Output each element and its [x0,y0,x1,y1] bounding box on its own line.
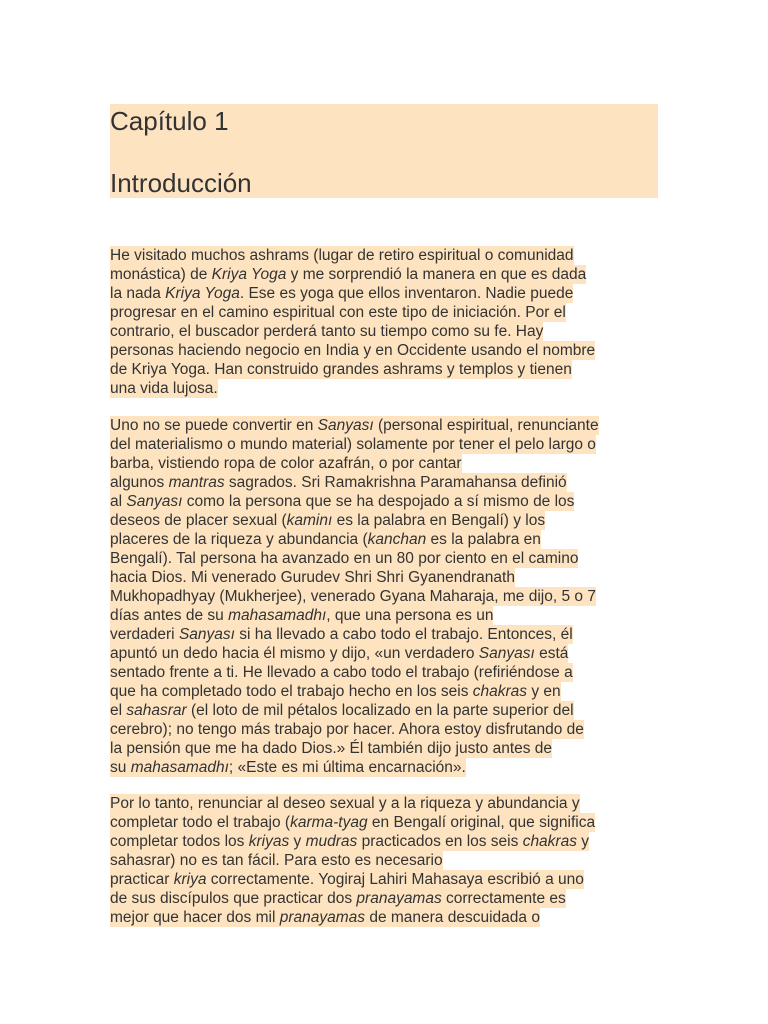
text-run: y me sorprendió la manera en que es dada [286,266,587,283]
text-run: (el loto de mil pétalos localizado en la parte superior del [186,702,574,719]
italic-term: Sanyası [478,645,535,662]
italic-term: kaminı [286,512,333,529]
paragraph [110,794,658,927]
text-line [110,720,658,739]
italic-term: mudras [305,833,358,850]
italic-term: mantras [168,474,225,491]
text-line [110,644,658,663]
text-run: Uno no se puede convertir en [110,417,318,434]
text-line [110,454,658,473]
text-line [110,360,658,379]
text-run: de Kriya Yoga. Han construido grandes ashrams y templos y tienen [110,361,572,378]
text-run: que ha completado todo el trabajo hecho en los seis [110,683,473,700]
text-line [110,303,658,322]
highlighted-text [110,416,599,435]
text-run: He visitado muchos ashrams (lugar de retiro espiritual o comunidad [110,247,574,264]
highlighted-text [110,473,567,492]
highlighted-text [110,246,574,265]
highlighted-text [110,606,493,625]
text-run: es la palabra en [426,531,541,548]
text-run: ; «Este es mi última encarnación». [228,759,466,776]
text-run: (personal espiritual, renunciante [373,417,599,434]
highlighted-text [110,587,596,606]
text-line [110,284,658,303]
text-run: placeres de la riqueza y abundancia ( [110,531,368,548]
text-line [110,739,658,758]
italic-term: kanchan [367,531,427,548]
highlighted-text [110,701,574,720]
highlighted-text [110,870,584,889]
document-page [110,104,658,926]
text-line [110,530,658,549]
text-run: es la palabra en Bengalí) y los [332,512,546,529]
text-run: Por lo tanto, renunciar al deseo sexual y a la riqueza y abundancia y [110,795,580,812]
text-line [110,682,658,701]
text-run: correctamente es [441,890,566,907]
text-run: sagrados. Sri Ramakrishna Paramahansa definió [224,474,567,491]
highlighted-text [110,284,573,303]
highlighted-text [110,889,566,908]
highlighted-text [110,511,545,530]
highlighted-text [110,794,580,813]
text-run: deseos de placer sexual ( [110,512,287,529]
text-run: la nada [110,285,166,302]
text-line [110,511,658,530]
text-run: del materialismo o mundo material) solamente por tener el pelo largo o [110,436,596,453]
text-run: si ha llevado a cabo todo el trabajo. Entonces, él [234,626,573,643]
text-line [110,794,658,813]
highlighted-text [110,265,586,284]
highlighted-text [110,568,515,587]
text-run: , que una persona es un [326,607,494,624]
text-run: y [576,833,590,850]
highlighted-text [110,322,543,341]
highlighted-text [110,682,561,701]
text-run: está [534,645,569,662]
text-run: correctamente. Yogiraj Lahiri Mahasaya escribió a uno [206,871,584,888]
text-line [110,322,658,341]
text-run: monástica) de [110,266,212,283]
text-run: una vida lujosa. [110,380,218,397]
text-run: verdaderi [110,626,179,643]
text-run: como la persona que se ha despojado a sí mismo de los [182,493,575,510]
text-line [110,832,658,851]
highlighted-text [110,851,443,870]
text-run: completar todo el trabajo ( [110,814,291,831]
chapter-number: Capítulo 1 [110,106,229,136]
text-run: practicados en los seis [357,833,523,850]
highlighted-text [110,663,573,682]
text-run: barba, vistiendo ropa de color azafrán, o por cantar [110,455,462,472]
text-line [110,758,658,777]
italic-term: sahasrar [126,702,187,719]
text-line [110,435,658,454]
chapter-title: Introducción [110,168,252,198]
text-run: en Bengalí original, que significa [367,814,596,831]
italic-term: chakras [522,833,577,850]
highlighted-text [110,813,595,832]
text-run: . Ese es yoga que ellos inventaron. Nadie puede [239,285,574,302]
text-line [110,568,658,587]
text-line [110,265,658,284]
highlighted-text [110,644,568,663]
highlighted-text [110,360,572,379]
text-run: progresar en el camino espiritual con este tipo de iniciación. Por el [110,304,566,321]
highlighted-text [110,492,574,511]
text-run: Mukhopadhyay (Mukherjee), venerado Gyana Maharaja, me dijo, 5 o 7 [110,588,596,605]
text-line [110,379,658,398]
text-run: de sus discípulos que practicar dos [110,890,357,907]
highlighted-text [110,379,218,398]
text-run: su [110,759,131,776]
italic-term: karma-tyag [290,814,368,831]
text-run: cerebro); no tengo más trabajo por hacer. Ahora estoy disfrutando de [110,721,584,738]
highlighted-text [110,720,584,739]
text-run: la pensión que me ha dado Dios.» Él también dijo justo antes de [110,740,553,757]
text-line [110,416,658,435]
italic-term: pranayamas [356,890,442,907]
italic-term: Sanyası [317,417,374,434]
text-run: Bengalí). Tal persona ha avanzado en un 80 por ciento en el camino [110,550,579,567]
text-run: mejor que hacer dos mil [110,909,280,926]
text-line [110,341,658,360]
highlighted-text [110,625,573,644]
text-line [110,473,658,492]
paragraph [110,416,658,777]
text-run: contrario, el buscador perderá tanto su tiempo como su fe. Hay [110,323,544,340]
text-run: de manera descuidada o [365,909,540,926]
highlighted-text [110,303,566,322]
text-run: algunos [110,474,169,491]
highlighted-text [110,454,462,473]
italic-term: Kriya Yoga [211,266,287,283]
text-line [110,587,658,606]
text-line [110,813,658,832]
text-line [110,851,658,870]
text-line [110,549,658,568]
italic-term: mahasamadhı [228,607,327,624]
italic-term: mahasamadhı [130,759,229,776]
text-line [110,246,658,265]
text-line [110,625,658,644]
text-run: apuntó un dedo hacia él mismo y dijo, «un verdadero [110,645,479,662]
highlighted-text [110,341,595,360]
text-run: hacia Dios. Mi venerado Gurudev Shri Shri Gyanendranath [110,569,515,586]
italic-term: kriyas [248,833,290,850]
italic-term: chakras [472,683,528,700]
text-line [110,889,658,908]
italic-term: Sanyası [178,626,235,643]
italic-term: pranayamas [279,909,366,926]
highlighted-text [110,435,596,454]
text-line [110,606,658,625]
highlighted-text [110,758,466,777]
text-line [110,492,658,511]
text-run: el [110,702,127,719]
paragraph [110,246,658,398]
text-run: sahasrar) no es tan fácil. Para esto es necesario [110,852,443,869]
italic-term: Kriya Yoga [165,285,240,302]
text-line [110,870,658,889]
highlighted-text [110,530,541,549]
text-line [110,663,658,682]
highlighted-text [110,908,540,927]
text-run: y en [527,683,561,700]
text-run: y [289,833,306,850]
text-run: completar todos los [110,833,249,850]
text-run: personas haciendo negocio en India y en Occidente usando el nombre [110,342,596,359]
highlighted-text [110,739,552,758]
text-line [110,701,658,720]
text-line [110,908,658,927]
text-run: días antes de su [110,607,229,624]
text-run: practicar [110,871,174,888]
highlighted-text [110,832,589,851]
text-run: sentado frente a ti. He llevado a cabo todo el trabajo (refiriéndose a [110,664,573,681]
highlighted-text [110,549,578,568]
italic-term: kriya [173,871,207,888]
italic-term: Sanyası [126,493,183,510]
text-run: al [110,493,127,510]
chapter-heading-block [110,104,658,198]
